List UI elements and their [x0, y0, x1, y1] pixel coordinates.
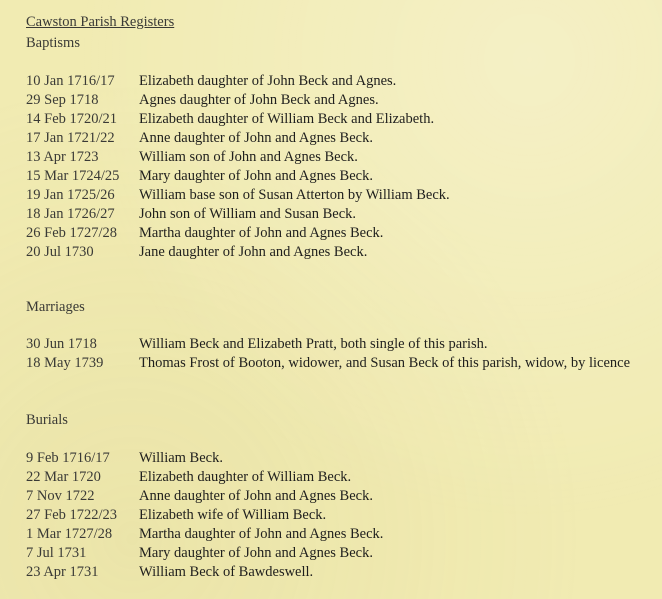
entry-text: Elizabeth daughter of William Beck and Elizabeth.	[139, 111, 435, 127]
entry-date: 13 Apr 1723	[26, 149, 99, 165]
entry-text: Martha daughter of John and Agnes Beck.	[139, 526, 384, 542]
marriages-heading: Marriages	[26, 299, 85, 315]
entry-date: 26 Feb 1727/28	[26, 225, 118, 241]
entry-text: Agnes daughter of John Beck and Agnes.	[139, 92, 379, 108]
entry-text: Mary daughter of John and Agnes Beck.	[139, 168, 373, 184]
entry-date: 18 May 1739	[26, 355, 104, 371]
entry-text: William Beck and Elizabeth Pratt, both single of this parish.	[139, 336, 488, 352]
entry-date: 19 Jan 1725/26	[26, 187, 115, 203]
entry-date: 29 Sep 1718	[26, 92, 99, 108]
entry-text: Elizabeth daughter of John Beck and Agnes.	[139, 73, 397, 89]
entry-text: William son of John and Agnes Beck.	[139, 149, 358, 165]
entry-date: 7 Nov 1722	[26, 488, 95, 504]
entry-text: William base son of Susan Atterton by William Beck.	[139, 187, 450, 203]
entry-date: 20 Jul 1730	[26, 244, 94, 260]
entry-date: 1 Mar 1727/28	[26, 526, 113, 542]
entry-text: Jane daughter of John and Agnes Beck.	[139, 244, 368, 260]
entry-date: 23 Apr 1731	[26, 564, 99, 580]
entry-date: 22 Mar 1720	[26, 469, 101, 485]
entry-date: 9 Feb 1716/17	[26, 450, 110, 466]
entry-date: 10 Jan 1716/17	[26, 73, 115, 89]
entry-text: Anne daughter of John and Agnes Beck.	[139, 488, 373, 504]
entry-date: 18 Jan 1726/27	[26, 206, 115, 222]
burials-heading: Burials	[26, 412, 68, 428]
entry-text: Mary daughter of John and Agnes Beck.	[139, 545, 373, 561]
entry-date: 14 Feb 1720/21	[26, 111, 118, 127]
entry-date: 15 Mar 1724/25	[26, 168, 120, 184]
entry-date: 17 Jan 1721/22	[26, 130, 115, 146]
entry-date: 27 Feb 1722/23	[26, 507, 118, 523]
entry-text: Anne daughter of John and Agnes Beck.	[139, 130, 373, 146]
baptisms-heading: Baptisms	[26, 35, 80, 51]
entry-text: William Beck of Bawdeswell.	[139, 564, 314, 580]
entry-text: Elizabeth wife of William Beck.	[139, 507, 327, 523]
entry-date: 30 Jun 1718	[26, 336, 97, 352]
entry-text: William Beck.	[139, 450, 223, 466]
entry-text: Thomas Frost of Booton, widower, and Susan Beck of this parish, widow, by licence	[139, 355, 631, 371]
entry-text: Martha daughter of John and Agnes Beck.	[139, 225, 384, 241]
entry-text: Elizabeth daughter of William Beck.	[139, 469, 352, 485]
entry-text: John son of William and Susan Beck.	[139, 206, 357, 222]
document-title: Cawston Parish Registers	[26, 14, 175, 30]
entry-date: 7 Jul 1731	[26, 545, 87, 561]
